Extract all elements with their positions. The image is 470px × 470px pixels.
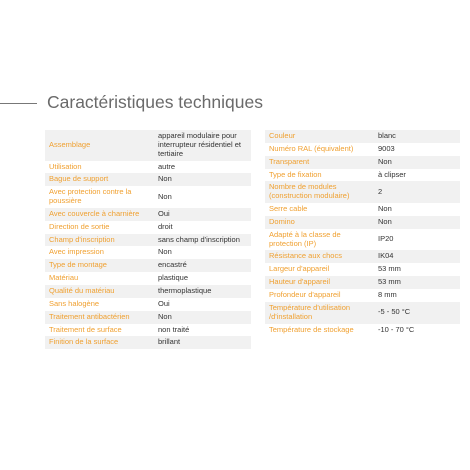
spec-value: non traité [154, 324, 251, 337]
spec-row [265, 250, 460, 263]
spec-row [45, 324, 251, 337]
spec-label: Domino [265, 216, 374, 229]
spec-row [45, 186, 251, 208]
spec-row [265, 181, 460, 203]
specs-table-right [265, 130, 460, 336]
spec-value: 53 mm [374, 276, 460, 289]
spec-value: 8 mm [374, 289, 460, 302]
spec-row [45, 285, 251, 298]
spec-row [45, 161, 251, 174]
spec-row [45, 311, 251, 324]
page-title: Caractéristiques techniques [47, 92, 263, 112]
spec-value: IP20 [374, 229, 460, 251]
spec-label: Avec impression [45, 246, 154, 259]
spec-value: brillant [154, 336, 251, 349]
spec-value: Non [374, 203, 460, 216]
spec-value: à clipser [374, 169, 460, 182]
spec-row [45, 246, 251, 259]
spec-value: encastré [154, 259, 251, 272]
spec-label: Direction de sortie [45, 221, 154, 234]
spec-label: Température de stockage [265, 324, 374, 337]
spec-row [265, 216, 460, 229]
spec-value: Oui [154, 298, 251, 311]
spec-label: Profondeur d'appareil [265, 289, 374, 302]
spec-row [265, 143, 460, 156]
spec-label: Matériau [45, 272, 154, 285]
spec-label: Bague de support [45, 173, 154, 186]
spec-value: Non [154, 173, 251, 186]
spec-label: Type de montage [45, 259, 154, 272]
spec-value: Non [374, 216, 460, 229]
spec-label: Avec protection contre la poussière [45, 186, 154, 208]
spec-label: Transparent [265, 156, 374, 169]
spec-label: Hauteur d'appareil [265, 276, 374, 289]
spec-value: IK04 [374, 250, 460, 263]
spec-value: Non [154, 311, 251, 324]
spec-label: Traitement de surface [45, 324, 154, 337]
spec-row [45, 130, 251, 161]
spec-value: Non [154, 246, 251, 259]
spec-row [265, 276, 460, 289]
spec-row [265, 324, 460, 337]
spec-value: 9003 [374, 143, 460, 156]
spec-row [45, 272, 251, 285]
spec-value: droit [154, 221, 251, 234]
spec-label: Qualité du matériau [45, 285, 154, 298]
spec-row [265, 203, 460, 216]
spec-label: Avec couvercle à charnière [45, 208, 154, 221]
spec-value: appareil modulaire pour interrupteur résidentiel et tertiaire [154, 130, 251, 161]
spec-row [45, 173, 251, 186]
spec-value: -5 - 50 °C [374, 302, 460, 324]
spec-value: 53 mm [374, 263, 460, 276]
spec-value: 2 [374, 181, 460, 203]
spec-value: sans champ d'inscription [154, 234, 251, 247]
specs-table-left [45, 130, 251, 349]
spec-row [45, 336, 251, 349]
spec-value: blanc [374, 130, 460, 143]
spec-row [265, 289, 460, 302]
spec-label: Adapté à la classe de protection (IP) [265, 229, 374, 251]
spec-label: Numéro RAL (équivalent) [265, 143, 374, 156]
spec-label: Finition de la surface [45, 336, 154, 349]
spec-value: Non [374, 156, 460, 169]
spec-row [45, 298, 251, 311]
spec-label: Largeur d'appareil [265, 263, 374, 276]
spec-value: Non [154, 186, 251, 208]
spec-label: Couleur [265, 130, 374, 143]
spec-label: Serre cable [265, 203, 374, 216]
spec-value: plastique [154, 272, 251, 285]
spec-row [265, 263, 460, 276]
spec-row [265, 302, 460, 324]
spec-value: autre [154, 161, 251, 174]
spec-label: Traitement antibactérien [45, 311, 154, 324]
spec-value: Oui [154, 208, 251, 221]
spec-label: Nombre de modules (construction modulaire) [265, 181, 374, 203]
spec-label: Assemblage [45, 130, 154, 161]
spec-row [45, 259, 251, 272]
spec-row [265, 229, 460, 251]
spec-label: Champ d'inscription [45, 234, 154, 247]
spec-row [45, 234, 251, 247]
spec-row [45, 221, 251, 234]
spec-label: Sans halogène [45, 298, 154, 311]
title-rule [0, 103, 37, 104]
spec-label: Résistance aux chocs [265, 250, 374, 263]
spec-label: Température d'utilisation /d'installation [265, 302, 374, 324]
spec-row [265, 169, 460, 182]
spec-row [45, 208, 251, 221]
spec-row [265, 130, 460, 143]
spec-row [265, 156, 460, 169]
spec-value: -10 - 70 °C [374, 324, 460, 337]
spec-value: thermoplastique [154, 285, 251, 298]
spec-label: Utilisation [45, 161, 154, 174]
spec-label: Type de fixation [265, 169, 374, 182]
